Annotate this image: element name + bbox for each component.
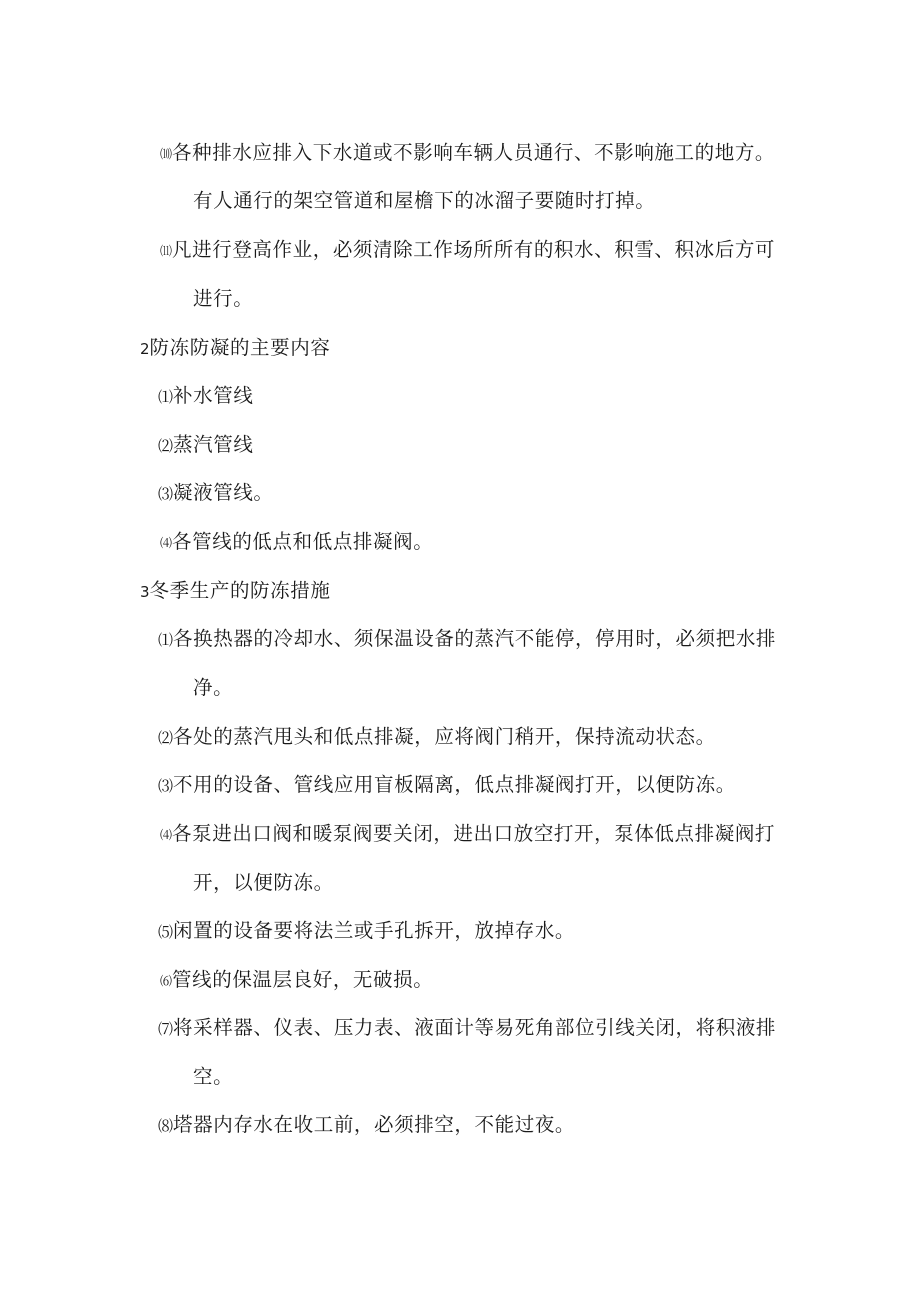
list-item-4 (160, 822, 775, 847)
item-number: ⑻ (158, 1117, 174, 1135)
section-heading-2 (140, 336, 330, 361)
item-number: ⑶ (158, 485, 174, 503)
list-item-continuation (193, 189, 655, 213)
item-number: ⑵ (158, 437, 174, 455)
item-text: 各泵进出口阀和暖泵阀要关闭，进出口放空打开，泵体低点排凝阀打 (172, 822, 776, 845)
item-text: 不用的设备、管线应用盲板隔离，低点排凝阀打开，以便防冻。 (173, 773, 736, 796)
item-number: ⑶ (158, 777, 174, 795)
item-text: 凝液管线。 (173, 481, 274, 504)
item-number: ⑹ (160, 974, 173, 988)
item-number: ⑵ (158, 729, 174, 747)
list-item-continuation (193, 871, 334, 895)
item-text: 补水管线 (173, 384, 254, 407)
item-number: ⑸ (158, 923, 174, 941)
item-text: 凡进行登高作业，必须清除工作场所所有的积水、积雪、积冰后方可 (172, 238, 776, 261)
section-title: 防冻防凝的主要内容 (149, 336, 331, 359)
item-text: 各种排水应排入下水道或不影响车辆人员通行、不影响施工的地方。 (172, 141, 776, 164)
item-text: 各处的蒸汽甩头和低点排凝，应将阀门稍开，保持流动状态。 (173, 725, 716, 748)
item-text: 管线的保温层良好，无破损。 (172, 968, 434, 991)
item-text: 各管线的低点和低点排凝阀。 (172, 530, 434, 553)
section-heading-3 (140, 579, 330, 604)
item-text: 有人通行的架空管道和屋檐下的冰溜子要随时打掉。 (193, 189, 656, 212)
item-text: 各换热器的冷却水、须保温设备的蒸汽不能停，停用时，必须把水排 (173, 627, 777, 650)
list-item-1 (158, 627, 776, 652)
item-text: 将采样器、仪表、压力表、液面计等易死角部位引线关闭，将积液排 (173, 1016, 777, 1039)
item-text: 进行。 (193, 287, 254, 310)
section-number: 3 (140, 583, 150, 601)
item-number: ⑷ (160, 828, 173, 842)
item-text: 空。 (193, 1065, 234, 1088)
list-item-2 (158, 433, 253, 458)
item-text: 开，以便防冻。 (193, 871, 334, 894)
list-item-continuation (193, 1065, 233, 1089)
item-number: ⑴ (158, 631, 174, 649)
item-text: 蒸汽管线 (173, 433, 254, 456)
item-number: ⑺ (158, 1020, 174, 1038)
list-item-6 (160, 968, 433, 993)
list-item-4 (160, 530, 433, 555)
list-item-2 (158, 725, 716, 750)
list-item-11 (160, 238, 775, 263)
list-item-3 (158, 481, 274, 506)
list-item-1 (158, 384, 253, 409)
list-item-7 (158, 1016, 776, 1041)
list-item-3 (158, 773, 736, 798)
list-item-5 (158, 919, 575, 944)
item-number: ⑷ (160, 536, 173, 550)
list-item-continuation (193, 287, 253, 311)
item-text: 塔器内存水在收工前，必须排空，不能过夜。 (173, 1113, 576, 1136)
section-number: 2 (140, 340, 150, 358)
item-number: ⑾ (160, 244, 173, 258)
list-item-8 (158, 1113, 575, 1138)
item-number: ⑴ (158, 388, 174, 406)
item-text: 闲置的设备要将法兰或手孔拆开，放掉存水。 (173, 919, 576, 942)
section-title: 冬季生产的防冻措施 (149, 579, 331, 602)
item-text: 净。 (193, 676, 234, 699)
item-number: ⑽ (160, 147, 173, 161)
list-item-continuation (193, 676, 233, 700)
list-item-10 (160, 141, 775, 166)
